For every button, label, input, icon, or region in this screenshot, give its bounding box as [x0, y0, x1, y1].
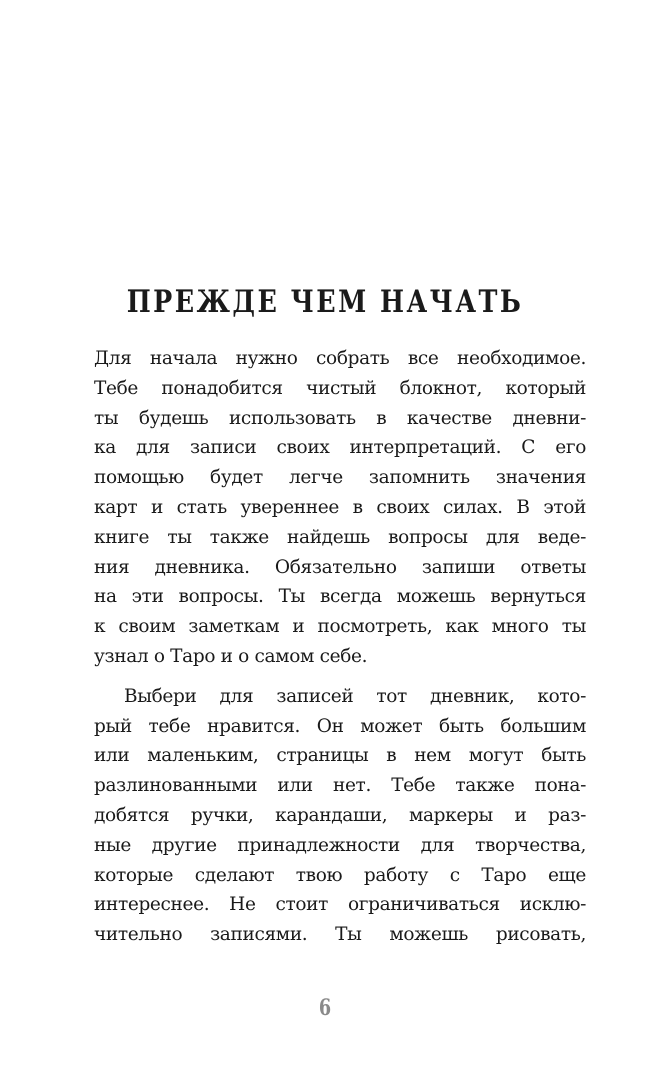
text-line: рый тебе нравится. Он может быть большим: [94, 715, 586, 737]
text-line: разлинованными или нет. Тебе также пона-: [94, 775, 586, 797]
text-line: Тебе понадобится чистый блокнот, который: [94, 377, 586, 399]
paragraph-2: [94, 682, 586, 950]
text-line: или маленьким, страницы в нем могут быть: [94, 745, 586, 767]
text-line: карт и стать увереннее в своих силах. В этой: [94, 496, 586, 518]
text-line: книге ты также найдешь вопросы для веде-: [94, 526, 586, 548]
text-line: интереснее. Не стоит ограничиваться исклю-: [94, 894, 586, 916]
text-line: к своим заметкам и посмотреть, как много ты: [94, 616, 586, 638]
text-line: ка для записи своих интерпретаций. С его: [94, 437, 586, 459]
text-line: которые сделают твою работу с Таро еще: [94, 864, 586, 886]
paragraph-1: [94, 344, 586, 672]
text-line: ты будешь использовать в качестве дневни-: [94, 407, 586, 429]
text-line: на эти вопросы. Ты всегда можешь вернуться: [94, 586, 586, 608]
chapter-heading: ПРЕЖДЕ ЧЕМ НАЧАТЬ: [126, 284, 524, 320]
text-line: ния дневника. Обязательно запиши ответы: [94, 556, 586, 578]
body-text: [94, 344, 586, 960]
page-number: 6: [318, 995, 332, 1021]
text-line: чительно записями. Ты можешь рисовать,: [94, 924, 586, 946]
text-line: ные другие принадлежности для творчества,: [94, 834, 586, 856]
text-line: Выбери для записей тот дневник, кото-: [124, 685, 586, 707]
text-line: добятся ручки, карандаши, маркеры и раз-: [94, 804, 586, 826]
text-line: узнал о Таро и о самом себе.: [94, 645, 368, 667]
text-line: помощью будет легче запомнить значения: [94, 467, 586, 489]
text-line: Для начала нужно собрать все необходимое.: [94, 348, 586, 369]
